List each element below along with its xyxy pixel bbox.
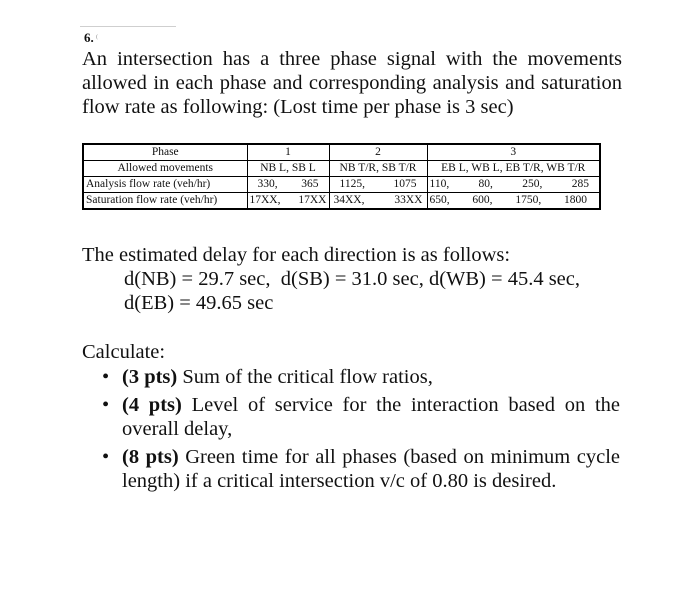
bullet-icon: • <box>102 366 110 388</box>
points-label: (8 pts) <box>122 446 179 468</box>
cell-value: 365 <box>301 178 319 190</box>
delay-line-1: d(NB) = 29.7 sec, d(SB) = 31.0 sec, d(WB) = 45.4 sec, <box>124 268 580 290</box>
points-label: (4 pts) <box>122 394 182 416</box>
cell-value: 330, <box>257 178 278 190</box>
task-text: Green time for all phases (based on minimum cycle length) if a critical intersection v/c of 0.80 is desired. <box>122 446 620 492</box>
table-header-row <box>83 144 600 161</box>
table-header-phase-3: 3 <box>427 144 600 161</box>
table-cell <box>329 193 427 210</box>
table-cell <box>427 177 600 193</box>
table-header-phase-1: 1 <box>247 144 329 161</box>
task-text: Level of service for the interaction based on the overall delay, <box>122 394 620 440</box>
flow-table <box>82 143 601 210</box>
cell-value: 285 <box>571 178 589 190</box>
bullet-icon: • <box>102 446 110 468</box>
cell-value: 1075 <box>393 178 417 190</box>
table-cell: NB L, SB L <box>247 161 329 177</box>
cell-value: 250, <box>522 178 543 190</box>
row-label: Allowed movements <box>83 161 247 177</box>
delay-section <box>82 243 622 315</box>
cell-value: 1800 <box>563 194 587 206</box>
delay-intro: The estimated delay for each direction is as follows: <box>82 244 511 266</box>
table-cell <box>427 193 600 210</box>
cell-value: 17XX, <box>249 194 281 206</box>
task-text: Sum of the critical flow ratios, <box>177 366 433 388</box>
cell-value: 33XX <box>394 194 423 206</box>
cell-value: 650, <box>429 194 450 206</box>
table-header-phase-2: 2 <box>329 144 427 161</box>
list-item <box>100 393 620 441</box>
table-row <box>83 161 600 177</box>
table-cell <box>247 177 329 193</box>
points-label: (3 pts) <box>122 366 178 388</box>
row-label: Saturation flow rate (veh/hr) <box>83 193 247 210</box>
bullet-icon: • <box>102 394 110 416</box>
table-cell <box>329 177 427 193</box>
cell-value: 110, <box>429 178 450 190</box>
cell-value: 34XX, <box>333 194 365 206</box>
table-cell: NB T/R, SB T/R <box>329 161 427 177</box>
table-row <box>83 193 600 210</box>
table-cell: EB L, WB L, EB T/R, WB T/R <box>427 161 600 177</box>
cell-value: 600, <box>472 194 493 206</box>
table-header-phase: Phase <box>83 144 247 161</box>
cell-value: 17XX <box>298 194 327 206</box>
question-number: 6. ⁽ <box>84 30 99 45</box>
calculate-heading: Calculate: <box>82 341 166 363</box>
row-label: Analysis flow rate (veh/hr) <box>83 177 247 193</box>
table-cell <box>247 193 329 210</box>
delay-line-2: d(EB) = 49.65 sec <box>124 292 274 314</box>
cell-value: 1750, <box>515 194 542 206</box>
question-intro: An intersection has a three phase signal with the movements allowed in each phase and corresponding analysis and saturation flow rate as following: (Lost time per phase is 3 sec) <box>82 48 622 118</box>
table-row <box>83 177 600 193</box>
cell-value: 1125, <box>339 178 365 190</box>
list-item <box>100 365 620 389</box>
top-rule <box>80 26 176 27</box>
task-list <box>100 365 620 497</box>
list-item <box>100 445 620 493</box>
cell-value: 80, <box>478 178 493 190</box>
